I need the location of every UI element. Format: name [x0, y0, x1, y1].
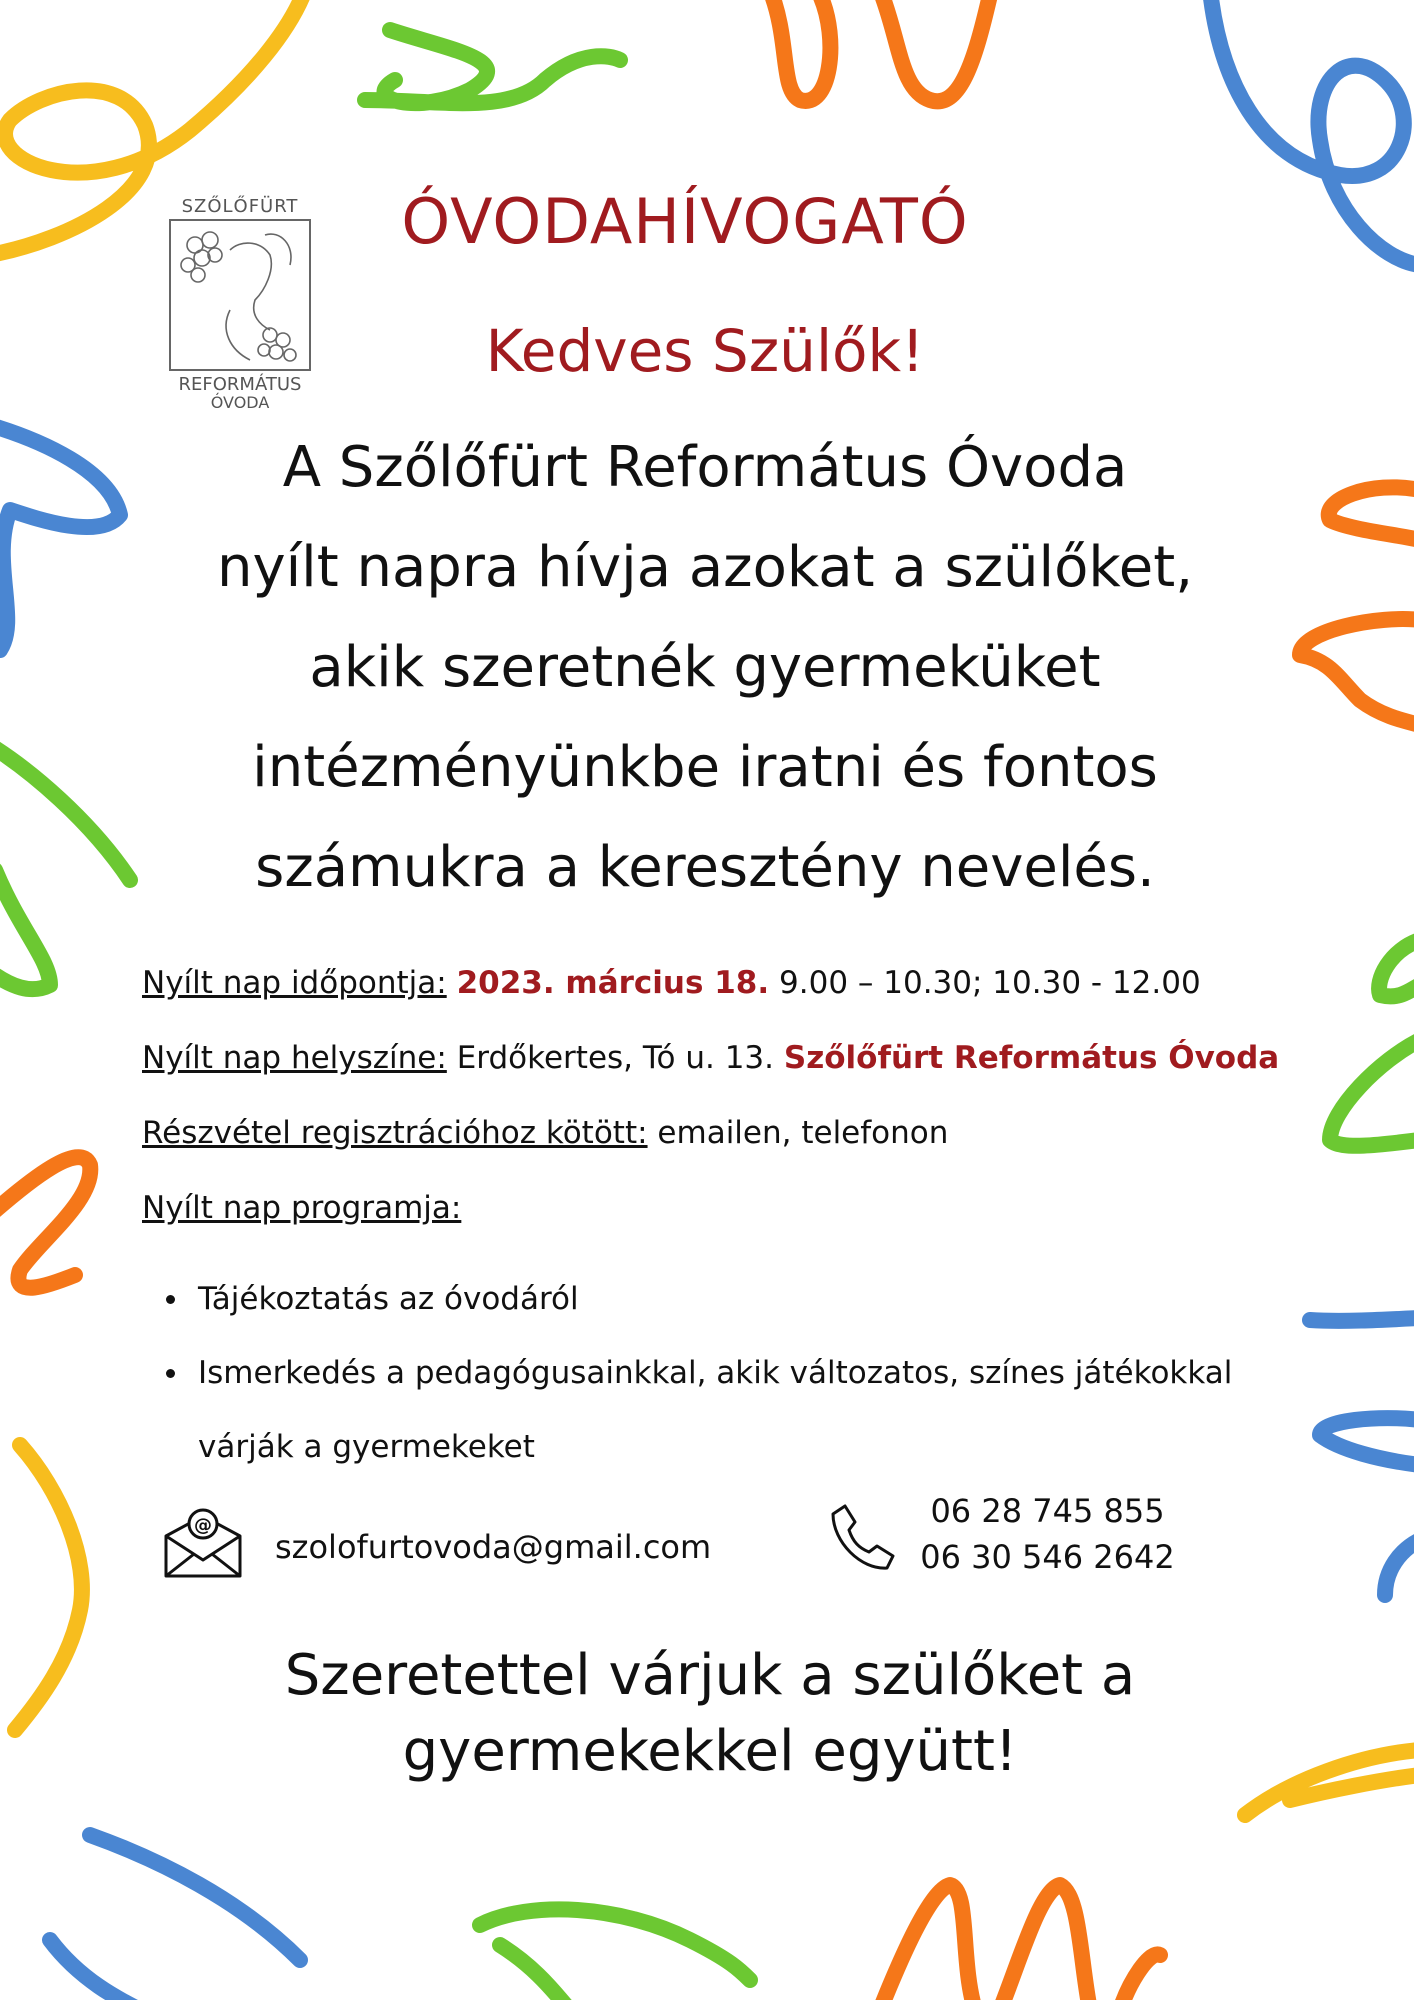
open-day-location: [142, 1040, 1342, 1077]
list-item: Tájékoztatás az óvodáról: [198, 1262, 1248, 1336]
open-day-date: [142, 965, 1342, 1002]
list-item-continuation: várják a gyermekeket: [198, 1429, 535, 1465]
logo-bottom-text-2: ÓVODA: [210, 393, 270, 410]
page-title: ÓVODAHÍVOGATÓ: [401, 185, 969, 258]
intro-line: nyílt napra hívja azokat a szülőket,: [216, 535, 1193, 600]
orange-squiggle-top: [770, 0, 990, 101]
green-squiggle-left: [0, 745, 130, 989]
phone-numbers: [915, 1488, 1180, 1580]
blue-squiggle-right-1: [1310, 1318, 1414, 1321]
greeting: Kedves Szülők!: [485, 317, 925, 385]
blue-squiggle-right-2: [1320, 1418, 1414, 1595]
closing-line: Szeretettel várjuk a szülőket a: [284, 1643, 1136, 1708]
svg-text:@: @: [194, 1515, 212, 1536]
registration-label: Részvétel regisztrációhoz kötött:: [142, 1115, 648, 1151]
program-heading: [142, 1190, 1342, 1227]
intro-line: intézményünkbe iratni és fontos: [252, 735, 1158, 800]
closing-message: [200, 1638, 1220, 1790]
intro-line: A Szőlőfürt Református Óvoda: [282, 435, 1128, 500]
intro-line: számukra a keresztény nevelés.: [255, 835, 1155, 900]
registration-info: [142, 1115, 1342, 1152]
yellow-squiggle-bottom-right: [1245, 1750, 1414, 1815]
blue-squiggle-bottom-left: [50, 1835, 300, 2000]
registration-value: emailen, telefonon: [657, 1115, 949, 1151]
open-day-date-highlight: 2023. március 18.: [456, 965, 770, 1001]
green-squiggle-bottom: [480, 1909, 750, 2000]
orange-squiggle-right-1: [1329, 487, 1414, 540]
intro-line: akik szeretnék gyermeküket: [309, 635, 1101, 700]
orange-squiggle-right-2: [1300, 619, 1414, 725]
logo-bottom-text-1: REFORMÁTUS: [178, 374, 302, 395]
envelope-icon: [162, 1506, 244, 1580]
open-day-date-value: 9.00 – 10.30; 10.30 - 12.00: [779, 965, 1201, 1001]
yellow-squiggle-left: [15, 1445, 82, 1730]
list-item: Ismerkedés a pedagógusainkkal, akik változatos, színes játékokkal: [198, 1336, 1248, 1410]
orange-squiggle-bottom: [880, 1885, 1160, 2000]
open-day-location-label: Nyílt nap helyszíne:: [142, 1040, 447, 1076]
open-day-location-value: Erdőkertes, Tó u. 13.: [456, 1040, 775, 1076]
green-squiggle-right-1: [1379, 940, 1414, 996]
program-list: [198, 1262, 1248, 1484]
phone-number[interactable]: 06 30 546 2642: [920, 1538, 1175, 1576]
email-address[interactable]: szolofurtovoda@gmail.com: [275, 1528, 712, 1566]
intro-paragraph: [150, 418, 1260, 918]
orange-squiggle-left: [0, 1157, 90, 1288]
green-squiggle-right-2: [1330, 1040, 1414, 1146]
open-day-date-label: Nyílt nap időpontja:: [142, 965, 447, 1001]
kindergarten-logo: [160, 190, 320, 410]
phone-number[interactable]: 06 28 745 855: [930, 1492, 1165, 1530]
blue-squiggle-top-right: [1210, 0, 1414, 265]
logo-top-text: SZŐLŐFÜRT: [181, 196, 299, 217]
closing-line: gyermekekkel együtt!: [402, 1719, 1018, 1784]
program-label: Nyílt nap programja:: [142, 1190, 462, 1226]
green-squiggle-top: [365, 30, 620, 103]
open-day-location-highlight: Szőlőfürt Református Óvoda: [783, 1040, 1280, 1076]
phone-icon: [825, 1500, 899, 1574]
blue-squiggle-left: [0, 425, 120, 650]
